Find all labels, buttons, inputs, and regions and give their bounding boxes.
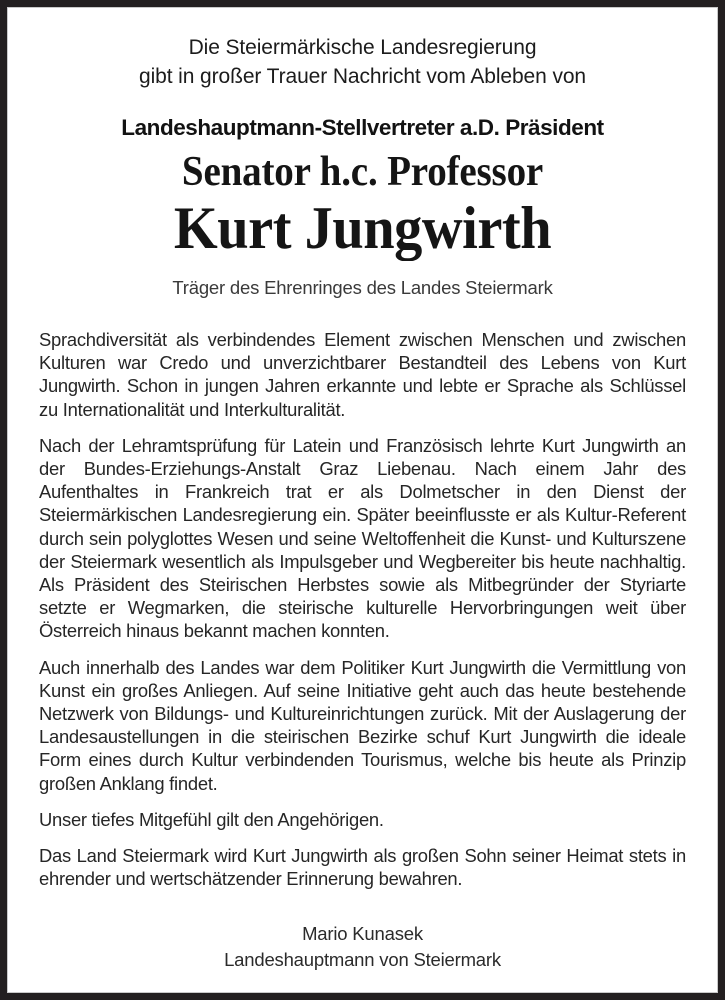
body-paragraph: Sprachdiversität als verbindendes Element zwischen Menschen und zwischen Kulturen war Credo und unverzichtbarer Bestandteil des Lebens von Kurt Jungwirth. Schon in jungen Jahren erkannte und lebte er Sprache als Schlüssel zu Internationalität und Interkulturalität. <box>39 329 686 420</box>
body-paragraph: Auch innerhalb des Landes war dem Politiker Kurt Jungwirth die Vermittlung von Kunst ein großes Anliegen. Auf seine Initiative geht auch das heute bestehende Netzwerk von Bildungs- und Kultureinrichtungen zurück. Mit der Auslagerung der Landesaustellungen in die steirischen Bezirke schuf Kurt Jungwirth die ideale Form eines durch Kultur verbindenden Tourismus, welche bis heute als Prinzip großen Anklang findet. <box>39 656 686 794</box>
intro-line-2: gibt in großer Trauer Nachricht vom Ableben von <box>138 65 587 88</box>
signatory-name: Mario Kunasek <box>302 923 423 945</box>
intro-line-1: Die Steiermärkische Landesregierung <box>188 36 537 59</box>
notice-body <box>39 328 686 890</box>
body-paragraph: Unser tiefes Mitgefühl gilt den Angehörigen. <box>39 808 384 830</box>
deceased-honor: Träger des Ehrenringes des Landes Steiermark <box>172 277 553 298</box>
deceased-name: Kurt Jungwirth <box>173 195 552 261</box>
deceased-rank: Landeshauptmann-Stellvertreter a.D. Präsident <box>121 115 604 140</box>
notice-content <box>7 7 718 993</box>
body-paragraph: Das Land Steiermark wird Kurt Jungwirth als großen Sohn seiner Heimat stets in ehrender und wertschätzender Erinnerung bewahren. <box>39 845 686 890</box>
signatory-role: Landeshauptmann von Steiermark <box>224 949 501 971</box>
notice-header <box>39 33 686 301</box>
notice-signature <box>39 921 686 973</box>
deceased-title: Senator h.c. Professor <box>181 149 544 195</box>
body-paragraph: Nach der Lehramtsprüfung für Latein und Französisch lehrte Kurt Jungwirth an der Bundes-Erziehungs-Anstalt Graz Liebenau. Nach einem Jahr des Aufenthaltes in Frankreich trat er als Dolmetscher in den Dienst der Steiermärkischen Landesregierung ein. Später beeinflusste er als Kultur-Referent durch sein polyglottes Wesen und seine Weltoffenheit die Kunst- und Kulturszene der Steiermark wesentlich als Impulsgeber und Wegbereiter bis heute nachhaltig. Als Präsident des Steirischen Herbstes sowie als Mitbegründer der Styriarte setzte er Wegmarken, die steirische kulturelle Hervorbringungen weit über Österreich hinaus bekannt machen konnten. <box>39 434 686 642</box>
